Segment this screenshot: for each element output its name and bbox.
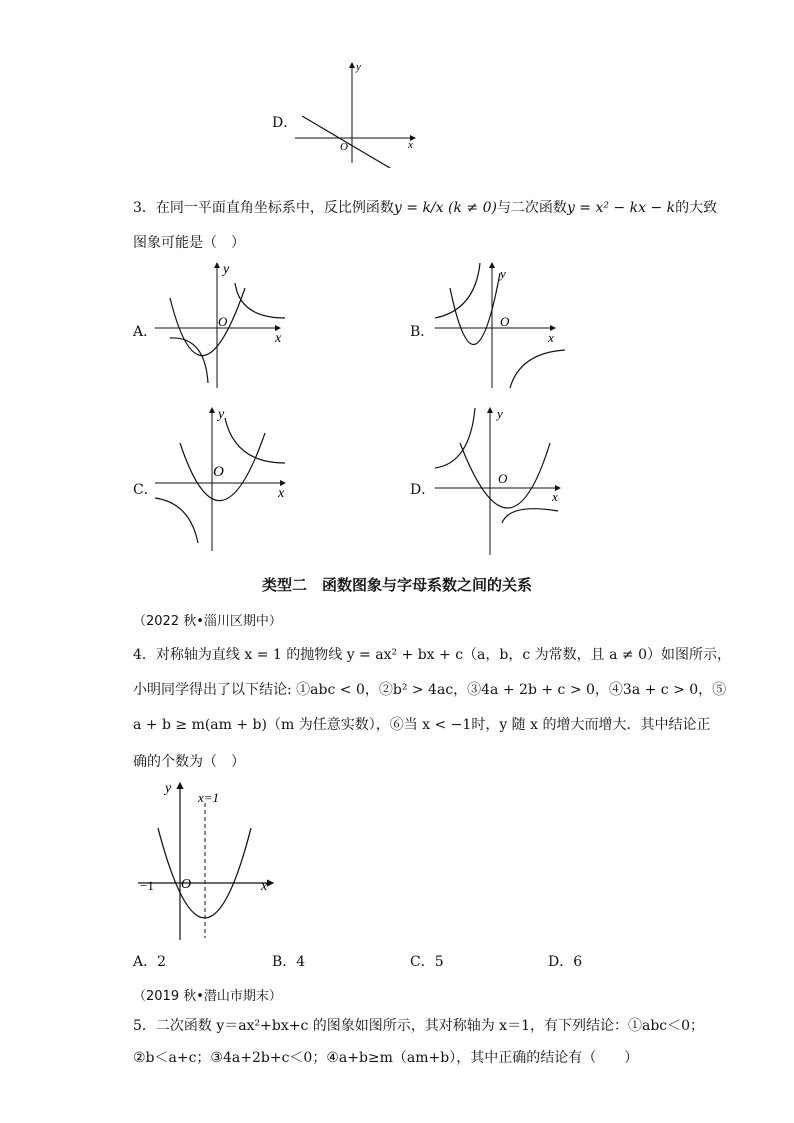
q3-formula2: y = x² − kx − k	[566, 200, 676, 216]
q4-line1: 4．对称轴为直线 x = 1 的抛物线 y = ax² + bx + c（a，b，c 为常数，且 a ≠ 0）如图所示，	[133, 647, 731, 663]
q5-line2: ②b＜a+c；③4a+2b+c＜0；④a+b≥m（am+b），其中正确的结论有（ ）	[133, 1050, 639, 1066]
q3-option-b-graph	[430, 258, 570, 393]
q3-option-a-label: A．	[133, 324, 158, 340]
q3-line1	[133, 198, 717, 218]
y-label: y	[356, 61, 361, 73]
q3-option-d-label: D．	[410, 482, 436, 498]
q4-answer-a[interactable]: A．2	[133, 954, 167, 970]
y-label: y	[218, 407, 225, 422]
x-label: x	[275, 331, 282, 346]
q4-answer-d[interactable]: D．6	[548, 954, 583, 970]
y-label: y	[500, 266, 506, 281]
q5-line1: 5．二次函数 y＝ax²+bx+c 的图象如图所示，其对称轴为 x＝1，有下列结论：①abc＜0；	[133, 1018, 705, 1034]
q3-prefix: 3．在同一平面直角坐标系中，反比例函数	[133, 200, 394, 216]
q4-parabola-graph	[133, 778, 283, 943]
q4-line2: 小明同学得出了以下结论: ①abc < 0，②b² > 4ac，③4a + 2b + c > 0，④3a + c > 0，⑤	[133, 682, 727, 698]
q3-option-a-graph	[150, 258, 290, 393]
origin-label: O	[181, 877, 192, 892]
source-note-2: （2019 秋•潜山市期末）	[133, 989, 282, 1004]
q3-option-c-label: C．	[133, 482, 158, 498]
q4-answer-c[interactable]: C．5	[410, 954, 444, 970]
q3-line2: 图象可能是（ ）	[133, 235, 245, 251]
origin-label: O	[498, 471, 508, 486]
origin-label: O	[500, 314, 510, 329]
x-label: x	[548, 330, 554, 345]
x-label: x	[261, 879, 268, 894]
q3-option-c-graph	[150, 403, 295, 553]
q4-line3: a + b ≥ m(am + b)（m 为任意实数），⑥当 x < −1时，y 随 x 的增大而增大．其中结论正	[133, 717, 711, 733]
q2-option-d-graph	[290, 58, 420, 168]
origin-label: O	[213, 464, 224, 480]
x-label: x	[278, 486, 285, 501]
x-label: x	[552, 489, 558, 504]
section-heading: 类型二 函数图象与字母系数之间的关系	[261, 576, 532, 594]
q4-line4: 确的个数为（ ）	[133, 754, 245, 770]
q3-suffix: 的大致	[675, 200, 718, 216]
x-label: x	[408, 139, 413, 151]
q4-answer-b[interactable]: B．4	[272, 954, 306, 970]
q3-formula1: y = k/x (k ≠ 0)	[393, 200, 497, 216]
y-label: y	[497, 406, 503, 421]
y-label: y	[223, 262, 230, 277]
symmetry-axis-label: x=1	[198, 790, 220, 805]
origin-label: O	[218, 314, 228, 329]
q3-option-b-label: B．	[410, 324, 435, 340]
origin-label: O	[340, 141, 348, 153]
q2-option-d-label: D．	[272, 115, 298, 131]
q3-option-d-graph	[430, 403, 570, 558]
q3-mid: 与二次函数	[496, 200, 567, 216]
tick-minus-one: −1	[140, 878, 154, 893]
y-label: y	[165, 781, 172, 796]
source-note-1: （2022 秋•淄川区期中）	[133, 614, 282, 629]
